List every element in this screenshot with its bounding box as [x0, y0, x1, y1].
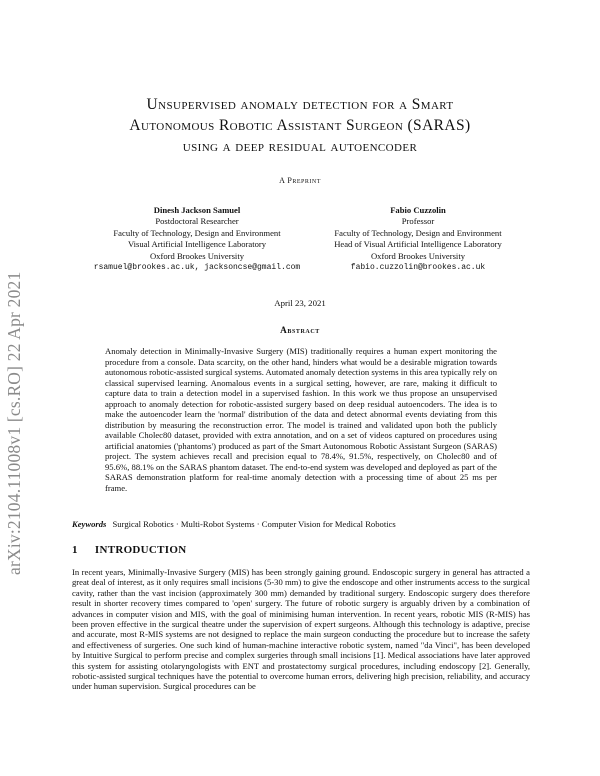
author-role: Professor — [401, 216, 435, 227]
title-line-2: Autonomous Robotic Assistant Surgeon (SARAS) — [129, 117, 471, 134]
author-university: Oxford Brookes University — [370, 250, 466, 261]
preprint-label: A Preprint — [279, 176, 321, 185]
author-name: Dinesh Jackson Samuel — [153, 205, 241, 215]
author-lab: Head of Visual Artificial Intelligence Laboratory — [334, 239, 502, 250]
author-university: Oxford Brookes University — [149, 250, 245, 261]
author-role: Postdoctoral Researcher — [155, 216, 239, 227]
title-line-3: using a deep residual autoencoder — [182, 138, 418, 155]
arxiv-identifier-stamp[interactable]: arXiv:2104.11008v1 [cs.RO] 22 Apr 2021 — [4, 271, 24, 575]
author-faculty: Faculty of Technology, Design and Environment — [334, 227, 502, 238]
section-number: 1 — [72, 544, 78, 556]
abstract-heading: Abstract — [280, 325, 320, 335]
title-line-1: Unsupervised anomaly detection for a Smart — [146, 96, 454, 113]
author-lab: Visual Artificial Intelligence Laboratory — [127, 239, 267, 250]
abstract-text: Anomaly detection in Minimally-Invasive Surgery (MIS) traditionally requires a human expert monitoring the procedure from a console. Data scarcity, on the other hand, hinders what would be a desirable migration towards autonomous robotic-assisted surgical systems. Automated anomaly detection systems in this area typically rely on classical supervised learning. Anomalous events in a surgical setting, however, are rare, making it difficult to capture data to train a detection model in a supervised fashion. In this work we thus propose an unsupervised approach to anomaly detection for robotic-assisted surgery based on deep residual autoencoders. The idea is to make the autoencoder learn the 'normal' distribution of the data and detect abnormal events deviating from this distribution by measuring the reconstruction error. The model is trained and validated upon both the publicly available Cholec80 dataset, provided with extra annotation, and on a set of videos captured on procedures using artificial anatomies ('phantoms') produced as part of the Smart Autonomous Robotic Assistant Surgeon (SARAS) project. The system achieves recall and precision equal to 78.4%, 91.5%, respectively, on Cholec80 and of 95.6%, 88.1% on the SARAS phantom dataset. The end-to-end system was developed and deployed as part of the SARAS demonstration platform for real-time anomaly detection with a processing time of about 25 ms per frame. — [105, 346, 497, 493]
keywords-label: Keywords — [72, 519, 107, 529]
author-name: Fabio Cuzzolin — [390, 205, 446, 215]
author-email[interactable]: fabio.cuzzolin@brookes.ac.uk — [350, 263, 486, 273]
author-block-1 — [92, 205, 302, 273]
section-heading-introduction — [72, 544, 187, 556]
introduction-paragraph: In recent years, Minimally-Invasive Surgery (MIS) has been strongly gaining ground. Endoscopic surgery in general has attracted a great deal of interest, as it only requires small incisions (5-30 mm) to give the endoscope and other instruments access to the surgical cavity, rather than the vast incision (approximately 300 mm) demanded by traditional surgery. Endoscopic surgery does therefore result in shorter recovery times compared to 'open' surgery. The future of robotic surgery is arguably driven by a combination of advances in computer vision and MIS, with the goal of minimising human intervention. In recent years, robotic MIS (R-MIS) has been proven effective in the surgical theatre under the supervision of expert surgeons. Although this technology is adaptive, precise and accurate, most R-MIS systems are not designed to replace the main surgeon conducting the procedure but to increase the safety and effectiveness of surgeries. One such kind of human-machine interactive robotic system, named "da Vinci", has been developed by Intuitive Surgical to perform precise and complex surgeries through small incisions [1]. Medical associations have later approved this system for assisting otolaryngologists with ENT and prostatectomy surgical procedures, including endoscopy [2]. Generally, robotic-assisted surgical techniques have the potential to overcome human errors, delivering high precision, reliability, and accuracy under human supervision. Surgical procedures can be — [72, 567, 530, 692]
author-block-2 — [318, 205, 518, 273]
author-email[interactable]: rsamuel@brookes.ac.uk, jacksoncse@gmail.com — [93, 263, 301, 273]
section-title: INTRODUCTION — [94, 544, 187, 556]
keywords-text: Surgical Robotics · Multi-Robot Systems · Computer Vision for Medical Robotics — [112, 519, 396, 529]
author-faculty: Faculty of Technology, Design and Environment — [113, 227, 281, 238]
paper-title — [60, 94, 540, 157]
keywords-line — [72, 519, 532, 529]
publication-date: April 23, 2021 — [274, 298, 326, 308]
